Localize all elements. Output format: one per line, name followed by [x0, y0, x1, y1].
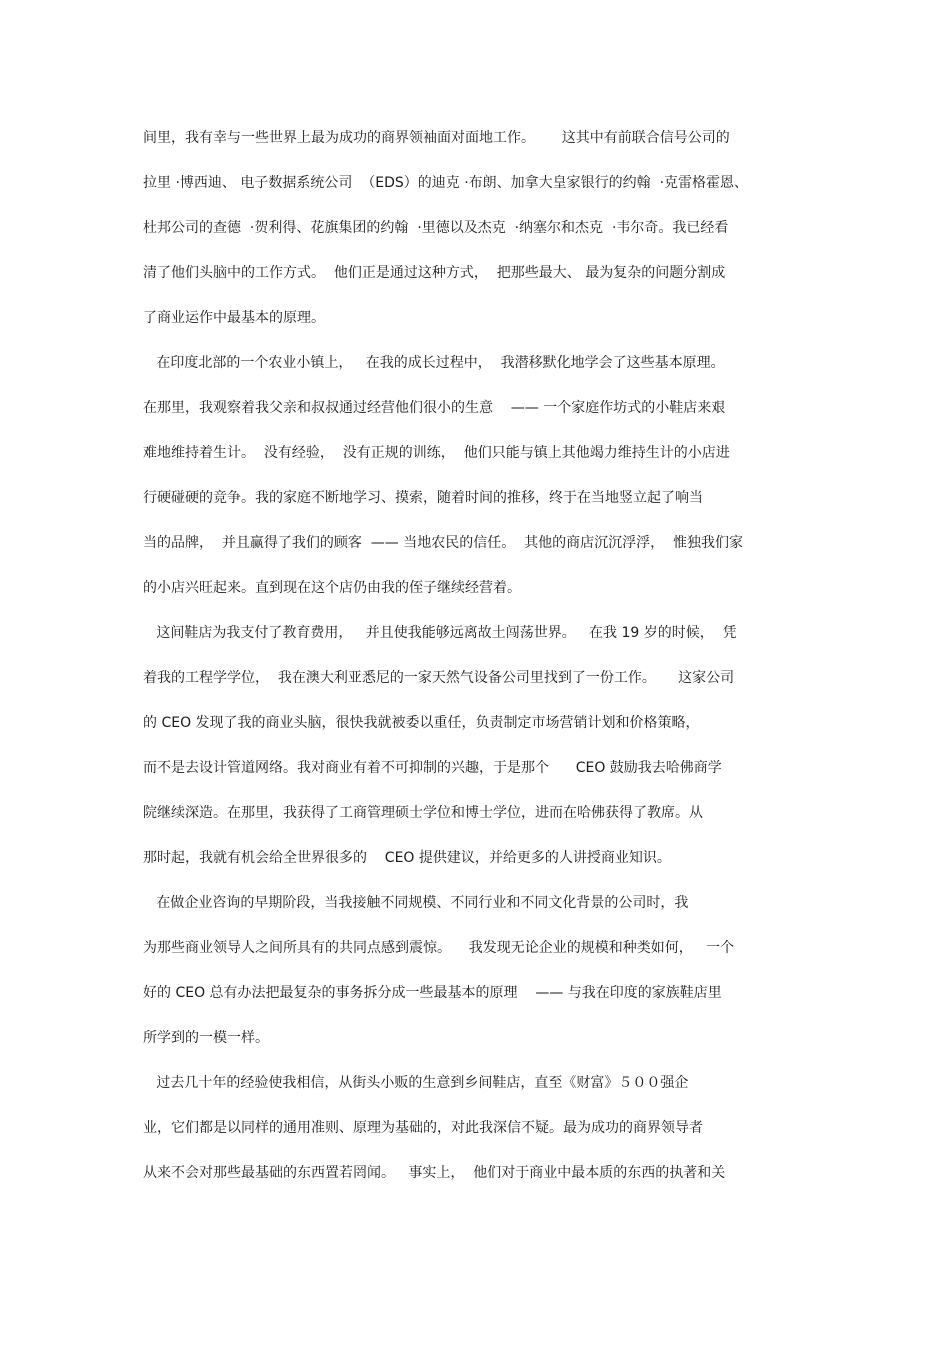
text-line: 而不是去设计管道网络。我对商业有着不可抑制的兴趣，于是那个 CEO 鼓励我去哈佛商学 — [143, 760, 722, 776]
text-line: 当的品牌， 并且赢得了我们的顾客 —— 当地农民的信任。 其他的商店沉沉浮浮， 惟独我们家 — [143, 535, 744, 551]
text-line: 在那里，我观察着我父亲和叔叔通过经营他们很小的生意 —— 一个家庭作坊式的小鞋店来艰 — [143, 400, 726, 416]
text-line: 所学到的一模一样。 — [143, 1030, 269, 1046]
text-line: 难地维持着生计。 没有经验， 没有正规的训练， 他们只能与镇上其他竭力维持生计的小店进 — [143, 445, 730, 461]
text-line: 业，它们都是以同样的通用准则、原理为基础的，对此我深信不疑。最为成功的商界领导者 — [143, 1120, 703, 1136]
text-line: 间里，我有幸与一些世界上最为成功的商界领袖面对面地工作。 这其中有前联合信号公司的 — [143, 130, 730, 146]
text-line: 着我的工程学学位， 我在澳大利亚悉尼的一家天然气设备公司里找到了一份工作。 这家公司 — [143, 670, 735, 686]
text-line: 杜邦公司的查德 ·贺利得、花旗集团的约翰 ·里德以及杰克 ·纳塞尔和杰克 ·韦尔奇。我已经看 — [143, 220, 729, 236]
text-line: 在印度北部的一个农业小镇上， 在我的成长过程中， 我潜移默化地学会了这些基本原理。 — [143, 355, 725, 371]
text-line: 为那些商业领导人之间所具有的共同点感到震惊。 我发现无论企业的规模和种类如何， 一个 — [143, 940, 735, 956]
text-line: 了商业运作中最基本的原理。 — [143, 310, 325, 326]
text-line: 的小店兴旺起来。直到现在这个店仍由我的侄子继续经营着。 — [143, 580, 521, 596]
text-line: 拉里 ·博西迪、 电子数据系统公司 （EDS）的迪克 ·布朗、加拿大皇家银行的约翰 ·克雷格霍恩、 — [143, 175, 749, 191]
text-line: 行硬碰硬的竞争。我的家庭不断地学习、摸索，随着时间的推移，终于在当地竖立起了响当 — [143, 490, 703, 506]
text-line: 从来不会对那些最基础的东西置若罔闻。 事实上， 他们对于商业中最本质的东西的执著和关 — [143, 1165, 726, 1181]
text-line: 好的 CEO 总有办法把最复杂的事务拆分成一些最基本的原理 —— 与我在印度的家族鞋店里 — [143, 985, 722, 1001]
text-line: 这间鞋店为我支付了教育费用， 并且使我能够远离故土闯荡世界。 在我 19 岁的时候， 凭 — [143, 625, 737, 641]
text-line: 院继续深造。在那里，我获得了工商管理硕士学位和博士学位，进而在哈佛获得了教席。从 — [143, 805, 703, 821]
text-line: 过去几十年的经验使我相信，从街头小贩的生意到乡间鞋店，直至《财富》５００强企 — [143, 1075, 689, 1091]
text-line: 那时起，我就有机会给全世界很多的 CEO 提供建议，并给更多的人讲授商业知识。 — [143, 850, 671, 866]
text-line: 在做企业咨询的早期阶段，当我接触不同规模、不同行业和不同文化背景的公司时，我 — [143, 895, 689, 911]
text-line: 的 CEO 发现了我的商业头脑，很快我就被委以重任，负责制定市场营销计划和价格策略， — [143, 715, 700, 731]
text-line: 清了他们头脑中的工作方式。 他们正是通过这种方式， 把那些最大、 最为复杂的问题分割成 — [143, 265, 726, 281]
